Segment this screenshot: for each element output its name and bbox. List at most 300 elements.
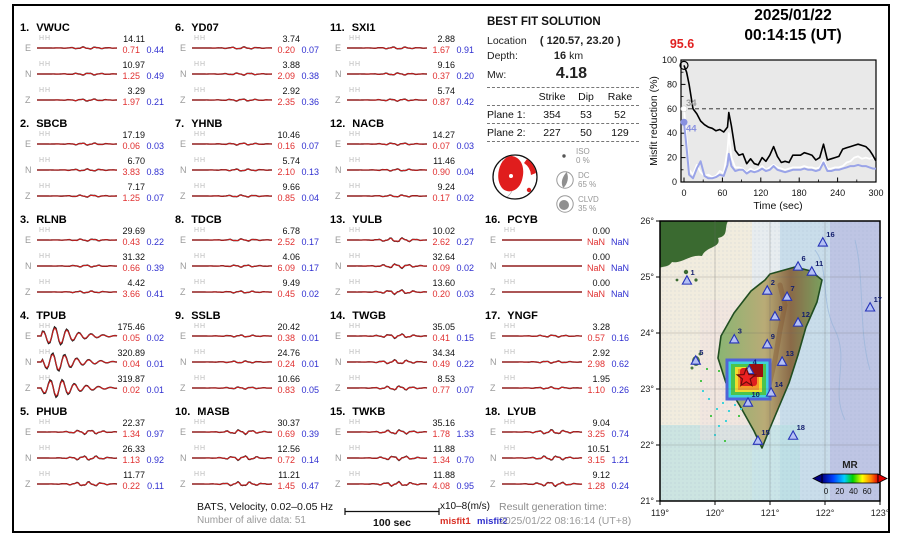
svg-text:40: 40: [666, 128, 677, 139]
svg-text:300: 300: [868, 188, 884, 198]
waveform-row-e: [485, 323, 637, 349]
svg-text:8: 8: [778, 303, 783, 313]
channel-label: HH: [194, 445, 207, 452]
channel-label: HH: [349, 349, 362, 356]
component-label: N: [25, 69, 32, 79]
svg-text:120: 120: [753, 188, 769, 198]
channel-label: HH: [504, 227, 517, 234]
amplitude-value: 12.56: [277, 444, 300, 454]
misfit2-value: 0.03: [146, 141, 164, 151]
channel-label: HH: [349, 279, 362, 286]
misfit2-value: 0.01: [146, 359, 164, 369]
svg-text:6: 6: [801, 253, 806, 263]
misfit2-value: 0.07: [301, 45, 319, 55]
station-panel-nacb: [330, 118, 482, 209]
component-label: Z: [335, 191, 341, 201]
svg-text:1: 1: [690, 267, 695, 277]
waveform-row-z: [485, 471, 637, 497]
waveform-row-e: [20, 419, 172, 445]
component-label: E: [335, 331, 342, 341]
amplitude-value: 17.19: [122, 130, 145, 140]
svg-text:3: 3: [737, 326, 742, 336]
map-xtick: 122°: [815, 508, 835, 518]
event-time: 00:14:15 (UT): [744, 27, 842, 44]
misfit1-value: 0.49: [432, 359, 450, 369]
waveform-row-e: [330, 131, 482, 157]
waveform-row-n: [20, 253, 172, 279]
plane1-row: Plane 1: 354 53 52: [487, 106, 639, 124]
waveform-row-n: [330, 349, 482, 375]
misfit1-value: NaN: [586, 263, 605, 273]
component-label: E: [180, 43, 187, 53]
waveform-row-e: [20, 227, 172, 253]
svg-text:12: 12: [801, 309, 810, 319]
amplitude-value: 10.46: [277, 130, 300, 140]
misfit1-value: 1.34: [122, 429, 140, 439]
map-xtick: 121°: [760, 508, 780, 518]
waveform-row-n: [330, 253, 482, 279]
taiwan-station-map: [630, 210, 902, 535]
waveform-row-e: [175, 35, 327, 61]
component-label: E: [335, 427, 342, 437]
panel-title: BEST FIT SOLUTION: [487, 16, 601, 28]
misfit1-value: 1.13: [122, 455, 140, 465]
dc-item: DC 65 %: [555, 168, 599, 192]
amplitude-value: 2.92: [592, 348, 610, 358]
waveform-row-e: [20, 323, 172, 349]
best-fit-solution-panel: [487, 16, 645, 216]
station-header: 17. YNGF: [485, 310, 538, 322]
amplitude-value: 9.16: [437, 60, 455, 70]
amplitude-value: 10.66: [277, 374, 300, 384]
misfit1-value: 1.25: [122, 71, 140, 81]
depth-label: Depth:: [487, 50, 518, 62]
misfit1-value: 0.07: [432, 141, 450, 151]
svg-text:60: 60: [862, 487, 872, 496]
misfit2-legend: misfit2: [477, 516, 508, 527]
misfit1-value: NaN: [586, 289, 605, 299]
component-label: N: [180, 69, 187, 79]
misfit2-value: 0.97: [146, 429, 164, 439]
waveform-row-z: [175, 375, 327, 401]
component-label: E: [25, 235, 32, 245]
component-label: N: [335, 69, 342, 79]
waveform-row-z: [330, 279, 482, 305]
table-header-row: [487, 88, 639, 106]
waveform-row-z: [175, 279, 327, 305]
amplitude-value: 4.06: [282, 252, 300, 262]
misfit2-value: 0.49: [146, 71, 164, 81]
amplitude-value: 32.64: [432, 252, 455, 262]
misfit2-value: 0.42: [456, 97, 474, 107]
svg-text:5: 5: [699, 348, 704, 357]
amplitude-value: 9.49: [282, 278, 300, 288]
component-label: N: [180, 453, 187, 463]
map-xtick: 119°: [651, 508, 669, 518]
station-header: 6. YD07: [175, 22, 219, 34]
misfit1-value: 0.57: [587, 333, 605, 343]
svg-text:44: 44: [686, 123, 697, 135]
amplitude-value: 319.87: [117, 374, 145, 384]
waveform-row-z: [175, 87, 327, 113]
misfit2-value: 0.17: [301, 263, 319, 273]
alive-data-count: Number of alive data: 51: [197, 515, 306, 526]
component-label: Z: [25, 287, 31, 297]
waveform-row-n: [485, 253, 637, 279]
misfit2-value: 0.22: [146, 237, 164, 247]
station-panel-vwuc: [20, 22, 172, 113]
depth-value: 16: [553, 50, 567, 62]
waveform-row-e: [175, 419, 327, 445]
amplitude-value: 11.46: [433, 156, 455, 166]
misfit1-value: 6.09: [277, 263, 295, 273]
misfit2-value: 0.92: [146, 455, 164, 465]
amplitude-value: 11.77: [123, 470, 145, 480]
channel-label: HH: [194, 349, 207, 356]
channel-label: HH: [39, 375, 52, 382]
channel-label: HH: [194, 183, 207, 190]
misfit1-value: 0.06: [122, 141, 140, 151]
channel-label: HH: [194, 87, 207, 94]
channel-label: HH: [349, 471, 362, 478]
misfit2-value: 0.39: [301, 429, 319, 439]
component-label: N: [335, 165, 342, 175]
misfit1-value: 0.43: [122, 237, 140, 247]
misfit1-value: 1.67: [432, 45, 450, 55]
misfit1-value: 0.17: [432, 193, 450, 203]
scalebar-label: 100 sec: [373, 517, 411, 529]
waveform-row-z: [175, 471, 327, 497]
misfit1-value: 0.45: [277, 289, 295, 299]
misfit2-value: 0.47: [301, 481, 319, 491]
misfit1-value: 1.28: [587, 481, 605, 491]
channel-label: HH: [504, 375, 517, 382]
misfit2-value: 0.62: [611, 359, 629, 369]
amplitude-value: 9.24: [437, 182, 455, 192]
waveform-row-e: [330, 419, 482, 445]
location-label: Location: [487, 35, 527, 47]
svg-text:MR: MR: [842, 460, 858, 471]
nodal-plane-table: [487, 87, 639, 142]
waveform-row-z: [485, 375, 637, 401]
waveform-row-e: [330, 35, 482, 61]
misfit1-value: 0.66: [122, 263, 140, 273]
amplitude-value: 34.34: [432, 348, 455, 358]
channel-label: HH: [194, 61, 207, 68]
waveform-row-n: [330, 157, 482, 183]
misfit1-value: 1.45: [277, 481, 295, 491]
amplitude-value: 9.66: [282, 182, 300, 192]
misfit1-value: 0.38: [277, 333, 295, 343]
waveform-row-z: [20, 87, 172, 113]
component-label: E: [180, 331, 187, 341]
channel-label: HH: [194, 419, 207, 426]
iso-icon: [555, 147, 573, 165]
misfit2-value: 0.24: [611, 481, 629, 491]
svg-text:15: 15: [761, 428, 770, 438]
station-header: 9. SSLB: [175, 310, 221, 322]
misfit2-value: 0.95: [456, 481, 474, 491]
station-header: 1. VWUC: [20, 22, 70, 34]
misfit2-value: 1.33: [456, 429, 474, 439]
col-rake: Rake: [607, 90, 633, 103]
station-header: 12. NACB: [330, 118, 385, 130]
component-label: E: [25, 139, 32, 149]
waveform-row-n: [20, 445, 172, 471]
amplitude-value: 29.69: [122, 226, 145, 236]
svg-text:18: 18: [796, 423, 805, 433]
component-label: N: [180, 165, 187, 175]
channel-label: HH: [349, 323, 362, 330]
misfit2-value: 0.01: [301, 333, 319, 343]
waveform-row-n: [330, 61, 482, 87]
channel-label: HH: [39, 253, 52, 260]
channel-label: HH: [349, 445, 362, 452]
data-source-label: BATS, Velocity, 0.02–0.05 Hz: [197, 501, 334, 513]
station-panel-lyub: [485, 406, 637, 497]
channel-label: HH: [504, 279, 517, 286]
amplitude-value: 0.00: [592, 226, 610, 236]
component-label: N: [335, 261, 342, 271]
channel-label: HH: [349, 87, 362, 94]
station-header: 8. TDCB: [175, 214, 222, 226]
map-ytick: 25°: [640, 272, 654, 282]
svg-text:Misfit reduction (%): Misfit reduction (%): [648, 76, 660, 166]
component-label: N: [335, 453, 342, 463]
waveform-row-n: [175, 253, 327, 279]
channel-label: HH: [39, 35, 52, 42]
svg-text:40: 40: [848, 487, 858, 496]
misfit2-value: 0.39: [146, 263, 164, 273]
misfit2-value: 0.44: [146, 45, 164, 55]
component-label: Z: [490, 479, 496, 489]
channel-label: HH: [39, 157, 52, 164]
amplitude-value: 2.92: [282, 86, 300, 96]
station-panel-rlnb: [20, 214, 172, 305]
waveform-row-n: [20, 61, 172, 87]
component-label: E: [25, 427, 32, 437]
event-date: 2025/01/22: [754, 7, 832, 24]
channel-label: HH: [349, 35, 362, 42]
misfit1-value: 0.90: [432, 167, 450, 177]
misfit2-value: 0.21: [146, 97, 164, 107]
channel-label: HH: [349, 375, 362, 382]
misfit1-value: 1.97: [122, 97, 140, 107]
plane2-row: Plane 2: 227 50 129: [487, 124, 639, 142]
component-label: E: [25, 43, 32, 53]
svg-text:16: 16: [826, 229, 835, 239]
waveform-row-e: [20, 131, 172, 157]
misfit2-value: 0.02: [301, 289, 319, 299]
amplitude-value: 35.16: [432, 418, 455, 428]
misfit2-value: 0.07: [146, 193, 164, 203]
misfit1-value: 0.16: [277, 141, 295, 151]
misfit2-value: 0.91: [456, 45, 474, 55]
misfit2-value: 1.21: [611, 455, 629, 465]
misfit2-value: 0.83: [146, 167, 164, 177]
waveform-row-n: [330, 445, 482, 471]
time-scalebar: [344, 507, 440, 517]
channel-label: HH: [349, 131, 362, 138]
svg-text:180: 180: [791, 188, 807, 198]
svg-text:9: 9: [770, 331, 775, 341]
waveform-row-e: [485, 419, 637, 445]
waveform-row-z: [330, 375, 482, 401]
misfit1-value: 0.77: [432, 385, 450, 395]
amplitude-value: 10.97: [122, 60, 145, 70]
channel-label: HH: [39, 349, 52, 356]
amplitude-value: 0.00: [592, 278, 610, 288]
misfit1-value: 0.85: [277, 193, 295, 203]
station-header: 16. PCYB: [485, 214, 538, 226]
station-panel-pcyb: [485, 214, 637, 305]
channel-label: HH: [39, 131, 52, 138]
misfit1-value: 1.25: [122, 193, 140, 203]
svg-text:0: 0: [681, 188, 687, 198]
component-label: Z: [490, 383, 496, 393]
misfit1-value: 1.78: [432, 429, 450, 439]
waveform-row-e: [330, 227, 482, 253]
station-panel-yngf: [485, 310, 637, 401]
misfit2-value: 0.11: [147, 481, 164, 491]
clvd-item: CLVD 35 %: [555, 192, 599, 216]
waveform-row-e: [485, 227, 637, 253]
amplitude-value: 3.29: [127, 86, 145, 96]
station-panel-tdcb: [175, 214, 327, 305]
misfit1-value: 0.72: [277, 455, 295, 465]
map-ytick: 23°: [640, 384, 654, 394]
amplitude-value: 14.27: [432, 130, 455, 140]
amplitude-value: 6.78: [282, 226, 300, 236]
mw-label: Mw:: [487, 69, 507, 81]
location-value: ( 120.57, 23.20 ): [539, 35, 621, 47]
amplitude-value: 175.46: [117, 322, 145, 332]
component-label: N: [180, 261, 187, 271]
channel-label: HH: [504, 419, 517, 426]
component-label: E: [25, 331, 32, 341]
waveform-row-e: [175, 227, 327, 253]
misfit1-value: 0.87: [432, 97, 450, 107]
misfit1-legend: misfit1: [440, 516, 471, 527]
amplitude-value: 5.74: [282, 156, 300, 166]
amplitude-value: 3.28: [592, 322, 610, 332]
component-label: Z: [180, 191, 186, 201]
amplitude-value: 1.95: [592, 374, 610, 384]
misfit2-value: NaN: [610, 289, 629, 299]
misfit1-value: 4.08: [432, 481, 450, 491]
amplitude-value: 22.37: [122, 418, 145, 428]
station-header: 4. TPUB: [20, 310, 67, 322]
component-label: Z: [335, 287, 341, 297]
svg-text:Time (sec): Time (sec): [753, 200, 803, 212]
channel-label: HH: [504, 349, 517, 356]
amplitude-value: 31.32: [122, 252, 145, 262]
amplitude-value: 26.33: [122, 444, 145, 454]
component-label: N: [490, 357, 497, 367]
misfit2-value: 0.03: [456, 141, 474, 151]
component-label: Z: [25, 191, 31, 201]
station-panel-yulb: [330, 214, 482, 305]
moment-tensor-decomposition: [487, 148, 645, 216]
channel-label: HH: [349, 157, 362, 164]
amplitude-value: 14.11: [123, 34, 145, 44]
misfit1-value: NaN: [586, 237, 605, 247]
component-label: N: [490, 453, 497, 463]
channel-label: HH: [39, 323, 52, 330]
component-label: Z: [335, 479, 341, 489]
misfit2-value: NaN: [610, 237, 629, 247]
component-label: N: [180, 357, 187, 367]
channel-label: HH: [349, 61, 362, 68]
amplitude-value: 7.17: [127, 182, 145, 192]
misfit2-value: 0.27: [456, 237, 474, 247]
misfit2-value: NaN: [610, 263, 629, 273]
svg-text:20: 20: [666, 152, 677, 163]
channel-label: HH: [39, 87, 52, 94]
channel-label: HH: [194, 323, 207, 330]
misfit2-value: 0.38: [301, 71, 319, 81]
misfit1-value: 3.25: [587, 429, 605, 439]
misfit2-value: 0.02: [456, 193, 474, 203]
amplitude-value: 30.37: [277, 418, 300, 428]
misfit1-value: 2.52: [277, 237, 295, 247]
waveform-row-n: [175, 445, 327, 471]
channel-label: HH: [504, 253, 517, 260]
map-ytick: 21°: [640, 496, 654, 506]
mw-row: [487, 65, 645, 83]
amplitude-value: 320.89: [117, 348, 145, 358]
waveform-row-n: [175, 349, 327, 375]
misfit1-value: 0.41: [432, 333, 450, 343]
misfit2-value: 0.04: [456, 167, 474, 177]
waveform-row-n: [20, 349, 172, 375]
channel-label: HH: [194, 253, 207, 260]
waveform-row-z: [175, 183, 327, 209]
component-label: Z: [180, 287, 186, 297]
amplitude-value: 11.88: [433, 470, 455, 480]
channel-label: HH: [194, 131, 207, 138]
station-panel-twkb: [330, 406, 482, 497]
svg-text:34: 34: [686, 97, 697, 109]
misfit1-value: 2.35: [277, 97, 295, 107]
misfit1-value: 2.98: [587, 359, 605, 369]
misfit1-value: 2.62: [432, 237, 450, 247]
misfit2-value: 0.70: [456, 455, 474, 465]
misfit1-value: 3.15: [587, 455, 605, 465]
waveform-row-z: [20, 279, 172, 305]
misfit2-value: 0.16: [611, 333, 629, 343]
misfit1-value: 0.24: [277, 359, 295, 369]
misfit2-value: 0.20: [456, 71, 474, 81]
channel-label: HH: [39, 227, 52, 234]
waveform-row-e: [175, 323, 327, 349]
map-ytick: 22°: [640, 440, 654, 450]
channel-label: HH: [194, 157, 207, 164]
component-label: E: [180, 427, 187, 437]
misfit2-value: 0.07: [456, 385, 474, 395]
amplitude-value: 8.53: [437, 374, 455, 384]
channel-label: HH: [349, 253, 362, 260]
waveform-row-z: [330, 87, 482, 113]
misfit1-value: 3.66: [122, 289, 140, 299]
misfit2-value: 0.41: [146, 289, 164, 299]
amplitude-value: 0.00: [592, 252, 610, 262]
component-label: Z: [25, 479, 31, 489]
station-panel-twgb: [330, 310, 482, 401]
channel-label: HH: [349, 183, 362, 190]
misfit1-value: 1.34: [432, 455, 450, 465]
station-header: 13. YULB: [330, 214, 383, 226]
